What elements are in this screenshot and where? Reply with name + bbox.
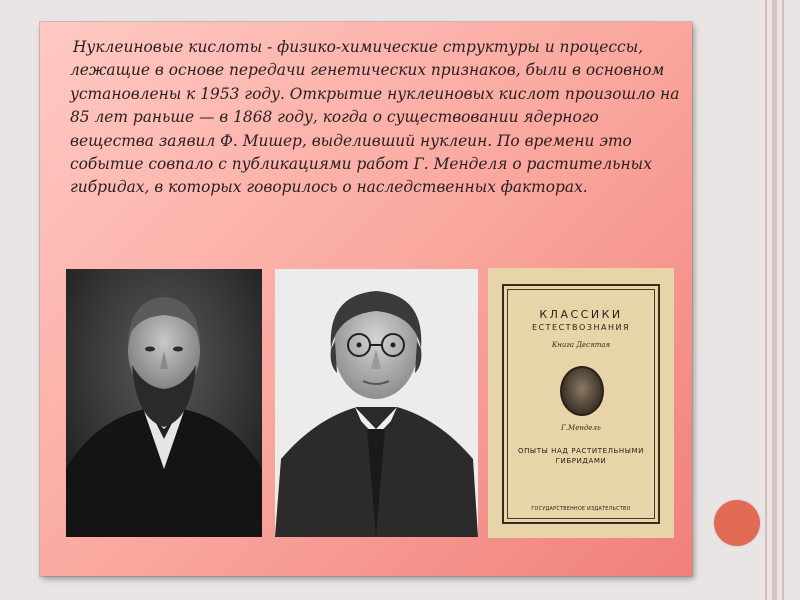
- book-cover-frame: [502, 284, 660, 524]
- book-title: КЛАССИКИ: [539, 308, 623, 321]
- decorative-stripe: [782, 0, 784, 600]
- book-medallion-portrait: [560, 366, 604, 416]
- miescher-portrait: [66, 269, 262, 537]
- book-author: Г.Мендель: [561, 424, 601, 432]
- book-publisher: ГОСУДАРСТВЕННОЕ ИЗДАТЕЛЬСТВО: [531, 507, 631, 512]
- content-panel: [40, 22, 692, 576]
- mendel-portrait-image: [275, 269, 478, 537]
- book-series: Книга Десятая: [551, 341, 611, 349]
- decorative-stripe: [772, 0, 777, 600]
- miescher-portrait-image: [66, 269, 262, 537]
- decorative-stripe: [765, 0, 767, 600]
- circle-nav-icon[interactable]: [714, 500, 760, 546]
- slide-paragraph: Нуклеиновые кислоты - физико-химические структуры и процессы, лежащие в основе передачи генетических признаков, были в основном установлены к 1953 году. Открытие нуклеиновых кислот произошло на 85 лет раньше — в 1868 году, когда о существовании ядерного вещества заявил Ф. Мишер, выделивший нуклеин. По времени это событие совпало с публикациями работ Г. Менделя о растительных гибридах, в которых говорилось о наследственных факторах.: [70, 38, 680, 197]
- book-cover: [488, 268, 674, 538]
- book-subtitle: ЕСТЕСТВОЗНАНИЯ: [531, 323, 630, 332]
- book-work-title: ОПЫТЫ НАД РАСТИТЕЛЬНЫМИ ГИБРИДАМИ: [517, 447, 645, 465]
- mendel-portrait: [275, 269, 478, 537]
